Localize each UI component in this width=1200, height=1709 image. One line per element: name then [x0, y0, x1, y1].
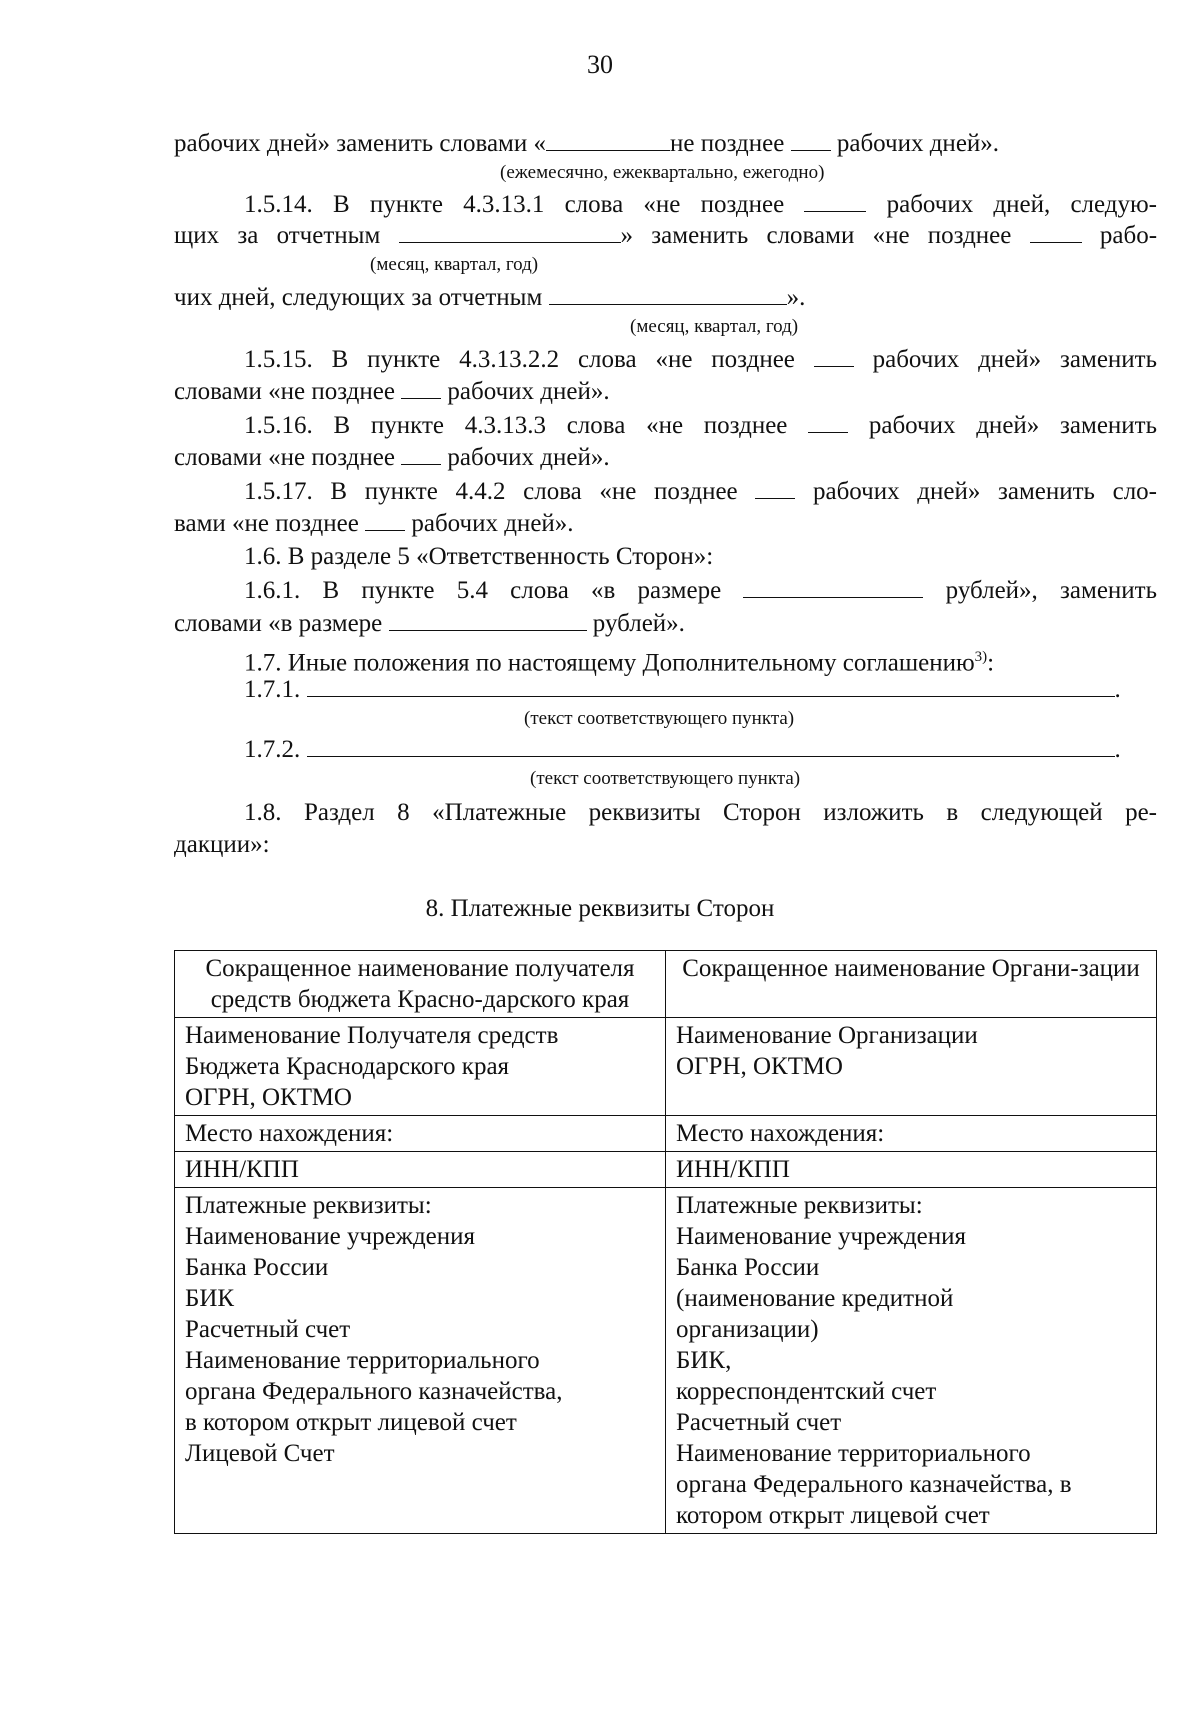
table-row — [175, 951, 1157, 1018]
fill-blank — [365, 508, 405, 531]
table-cell: Платежные реквизиты: Наименование учреждения Банка России (наименование кредитной организации) БИК, корреспондентский счет Расчетный счет Наименование территориального органа Федерального казначейства, в котором открыт лицевой счет — [666, 1188, 1157, 1534]
page-number: 30 — [587, 50, 613, 79]
note-period: (месяц, квартал, год) — [370, 254, 539, 275]
paragraph-line: 1.6.1. В пункте 5.4 слова «в размере рублей», заменить — [244, 577, 1158, 604]
paragraph-line: щих за отчетным » заменить словами «не позднее рабо- — [174, 222, 1158, 249]
fill-blank — [389, 608, 587, 631]
fill-blank — [549, 282, 787, 305]
paragraph-line: дакции»: — [174, 831, 270, 858]
fill-blank — [401, 376, 441, 399]
fill-blank — [743, 575, 923, 598]
paragraph-line: 1.8. Раздел 8 «Платежные реквизиты Сторон изложить в следующей ре- — [244, 799, 1157, 826]
paragraph-line: 1.5.16. В пункте 4.3.13.3 слова «не позднее рабочих дней» заменить — [244, 412, 1157, 439]
paragraph-line: чих дней, следующих за отчетным ». — [174, 284, 806, 311]
fill-blank — [791, 128, 831, 151]
table-header-budget-recipient: Сокращенное наименование получателя средств бюджета Красно-дарского края — [175, 951, 666, 1018]
paragraph-line: словами «не позднее рабочих дней». — [174, 378, 610, 405]
note-clause-text: (текст соответствующего пункта) — [524, 708, 795, 729]
section-heading: 8. Платежные реквизиты Сторон — [425, 895, 775, 922]
footnote-ref: 3) — [974, 649, 988, 665]
fill-blank — [814, 344, 854, 367]
table-cell: ИНН/КПП — [666, 1152, 1157, 1188]
note-clause-text: (текст соответствующего пункта) — [530, 768, 801, 789]
table-row — [175, 1152, 1157, 1188]
table-row — [175, 1188, 1157, 1534]
fill-blank — [804, 189, 866, 212]
fill-blank — [546, 128, 670, 151]
paragraph-line: 1.6. В разделе 5 «Ответственность Сторон»: — [244, 543, 714, 570]
fill-blank — [401, 442, 441, 465]
table-cell: Наименование Организации ОГРН, ОКТМО — [666, 1018, 1157, 1116]
paragraph-line: словами «не позднее рабочих дней». — [174, 444, 610, 471]
table-cell: Место нахождения: — [666, 1116, 1157, 1152]
table-cell: Место нахождения: — [175, 1116, 666, 1152]
fill-blank — [307, 674, 1115, 697]
payment-details-table — [174, 950, 1157, 1534]
fill-blank — [399, 220, 621, 243]
paragraph-line: 1.5.17. В пункте 4.4.2 слова «не позднее рабочих дней» заменить сло- — [244, 478, 1157, 505]
paragraph-line: 1.5.15. В пункте 4.3.13.2.2 слова «не позднее рабочих дней» заменить — [244, 346, 1157, 373]
paragraph-line: 1.7. Иные положения по настоящему Дополнительному соглашению$^{3)}$: — [244, 649, 995, 677]
paragraph-line: 1.7.1. . — [244, 676, 1121, 703]
fill-blank — [1030, 220, 1082, 243]
fill-blank — [808, 410, 848, 433]
table-cell: ИНН/КПП — [175, 1152, 666, 1188]
fill-blank — [755, 476, 795, 499]
paragraph-line: рабочих дней» заменить словами « не позднее рабочих дней». — [174, 130, 1000, 157]
note-period: (месяц, квартал, год) — [630, 316, 799, 337]
paragraph-line: словами «в размере рублей». — [174, 610, 685, 637]
paragraph-line: вами «не позднее рабочих дней». — [174, 510, 574, 537]
paragraph-line: 1.5.14. В пункте 4.3.13.1 слова «не позднее рабочих дней, следую- — [244, 191, 1157, 218]
table-row — [175, 1018, 1157, 1116]
table-cell: Наименование Получателя средств Бюджета Краснодарского края ОГРН, ОКТМО — [175, 1018, 666, 1116]
fill-blank — [307, 734, 1115, 757]
paragraph-line: 1.7.2. . — [244, 736, 1121, 763]
table-header-organization: Сокращенное наименование Органи-зации — [666, 951, 1157, 1018]
note-periodicity: (ежемесячно, ежеквартально, ежегодно) — [500, 162, 825, 183]
table-cell: Платежные реквизиты: Наименование учреждения Банка России БИК Расчетный счет Наименование территориального органа Федерального казначейства, в котором открыт лицевой счет Лицевой Счет — [175, 1188, 666, 1534]
table-row — [175, 1116, 1157, 1152]
